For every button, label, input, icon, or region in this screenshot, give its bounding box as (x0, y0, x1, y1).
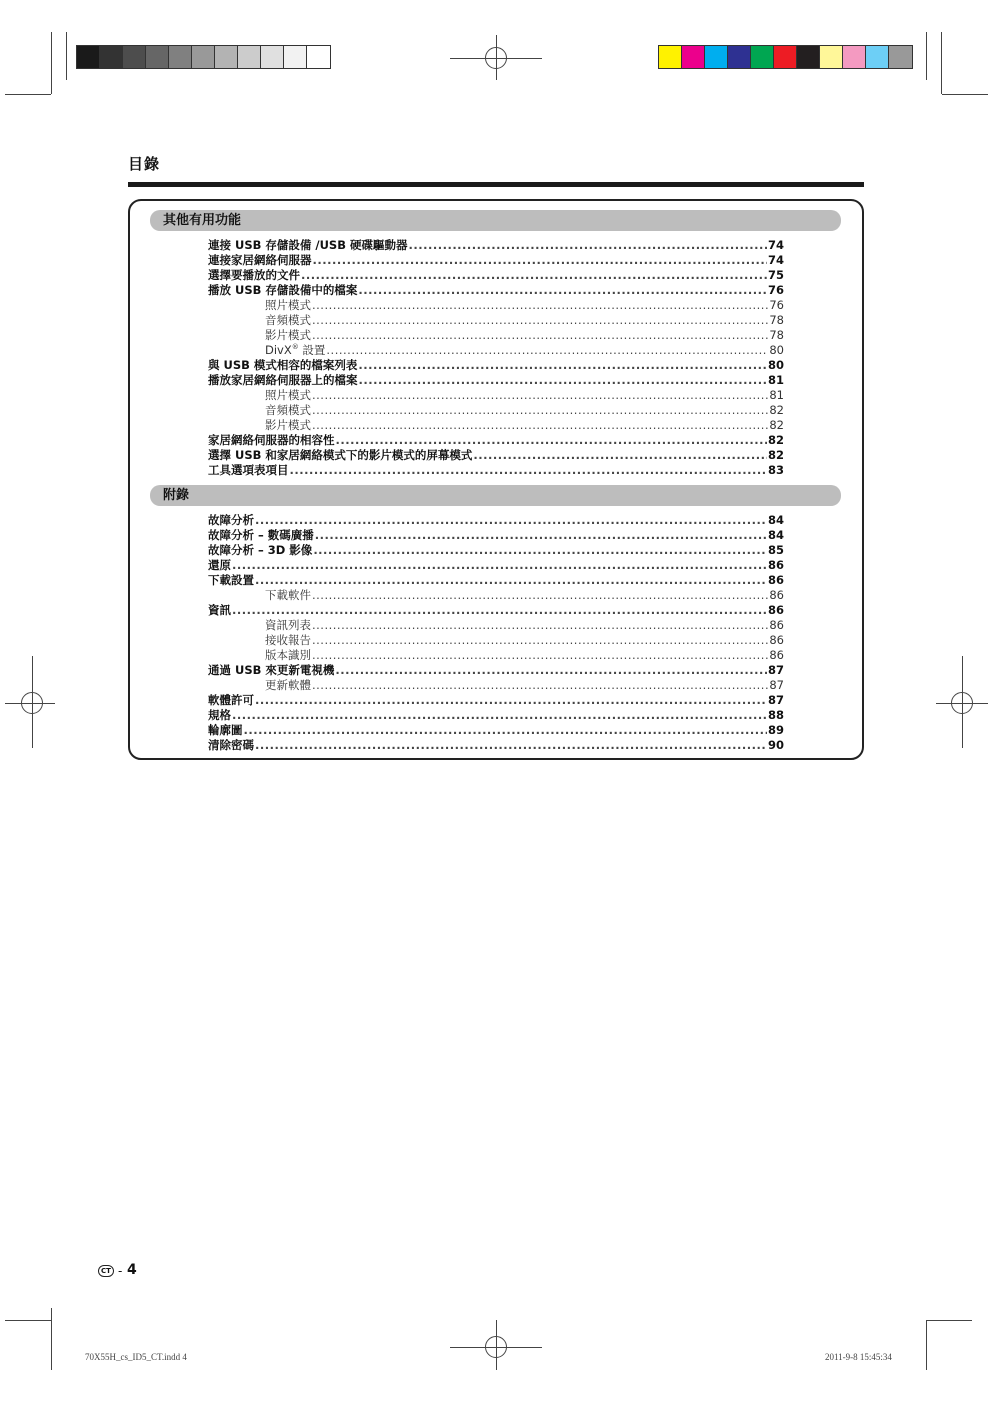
toc-entry-page: 86 (767, 603, 784, 617)
leader-dots (313, 253, 767, 268)
toc-entry-label: 影片模式 (265, 328, 311, 342)
toc-entry-label: 連接家居網絡伺服器 (208, 253, 312, 267)
gray-swatch (100, 46, 123, 68)
toc-entry-label: 資訊 (208, 603, 231, 617)
toc-entry-page: 84 (767, 528, 784, 542)
color-swatch (866, 46, 889, 68)
color-swatch (659, 46, 682, 68)
toc-entry-page: 84 (767, 513, 784, 527)
toc-entry[interactable] (208, 528, 784, 543)
toc-entry-label: 家居網絡伺服器的相容性 (208, 433, 335, 447)
leader-dots (301, 268, 767, 283)
toc-entry-page: 88 (767, 708, 784, 722)
toc-entry[interactable] (208, 663, 784, 678)
toc-entry-label: 版本識別 (265, 648, 311, 662)
color-swatch (843, 46, 866, 68)
leader-dots (255, 693, 767, 708)
toc-entry-page: 75 (767, 268, 784, 282)
toc-entry-page: 90 (767, 738, 784, 752)
toc-entry[interactable] (208, 268, 784, 283)
toc-entry-label: 選擇 USB 和家居網絡模式下的影片模式的屏幕模式 (208, 448, 473, 462)
toc-entry-label: 音頻模式 (265, 313, 311, 327)
toc-entry[interactable] (208, 723, 784, 738)
gray-swatch (215, 46, 238, 68)
color-swatch (820, 46, 843, 68)
leader-dots (244, 723, 767, 738)
leader-dots (335, 663, 767, 678)
toc-entry-label: 資訊列表 (265, 618, 311, 632)
leader-dots (255, 573, 767, 588)
leader-dots (409, 238, 767, 253)
leader-dots (312, 418, 768, 433)
leader-dots (312, 588, 768, 603)
leader-dots (326, 343, 768, 358)
color-swatch (889, 46, 912, 68)
gray-swatch (307, 46, 330, 68)
toc-entry[interactable] (208, 463, 784, 478)
toc-entry-page: 86 (767, 558, 784, 572)
toc-entry-label: 照片模式 (265, 388, 311, 402)
toc-entry[interactable] (265, 648, 784, 663)
toc-entry-label: 選擇要播放的文件 (208, 268, 300, 282)
crop-mark (5, 94, 51, 95)
crop-mark (66, 32, 67, 80)
gray-swatch (261, 46, 284, 68)
leader-dots (336, 433, 767, 448)
toc-entry-page: 74 (767, 253, 784, 267)
toc-entry-page: 80 (769, 343, 784, 357)
toc-entry-page: 81 (767, 373, 784, 387)
toc-entry-label: 故障分析 – 數碼廣播 (208, 528, 314, 542)
toc-entry[interactable] (208, 448, 784, 463)
toc-entry-page: 74 (767, 238, 784, 252)
toc-entry[interactable] (208, 603, 784, 618)
color-swatch (705, 46, 728, 68)
leader-dots (312, 313, 768, 328)
toc-entry-label: 清除密碼 (208, 738, 254, 752)
toc-entry[interactable] (208, 513, 784, 528)
toc-entry-label: DivX® 設置 (265, 343, 326, 357)
toc-entry-label: 輪廓圖 (208, 723, 243, 737)
section-heading-other-features: 其他有用功能 (150, 210, 841, 231)
toc-entry[interactable] (208, 693, 784, 708)
toc-entry[interactable] (208, 543, 784, 558)
crop-mark (941, 32, 942, 94)
color-swatch (728, 46, 751, 68)
gray-swatch (192, 46, 215, 68)
toc-entry-label: 故障分析 (208, 513, 254, 527)
toc-entry[interactable] (265, 678, 784, 693)
crop-mark (51, 32, 52, 94)
toc-entry-label: 更新軟體 (265, 678, 311, 692)
toc-entry-label: 規格 (208, 708, 231, 722)
toc-entry[interactable] (208, 573, 784, 588)
toc-entry-label: 與 USB 模式相容的檔案列表 (208, 358, 358, 372)
toc-entry-page: 80 (767, 358, 784, 372)
page-number: 4 (127, 1262, 137, 1278)
toc-entry-label: 連接 USB 存儲設備 /USB 硬碟驅動器 (208, 238, 408, 252)
section-heading-appendix: 附錄 (150, 485, 841, 506)
toc-entry[interactable] (208, 558, 784, 573)
toc-entry-page: 78 (769, 328, 784, 342)
page-number-separator: - (118, 1264, 123, 1278)
leader-dots (473, 448, 767, 463)
toc-entry-label: 還原 (208, 558, 231, 572)
toc-entry-page: 82 (769, 403, 784, 417)
toc-entry[interactable] (208, 358, 784, 373)
toc-entry-label: 接收報告 (265, 633, 311, 647)
toc-entry-page: 87 (769, 678, 784, 692)
grayscale-calibration-bar (76, 45, 331, 69)
leader-dots (232, 708, 767, 723)
toc-entry[interactable] (208, 738, 784, 753)
toc-entry-label: 播放家居網絡伺服器上的檔案 (208, 373, 358, 387)
toc-entry-label: 軟體許可 (208, 693, 254, 707)
title-rule (128, 182, 864, 187)
toc-entry[interactable] (265, 588, 784, 603)
crop-mark (51, 1308, 52, 1370)
toc-entry-page: 83 (767, 463, 784, 477)
leader-dots (312, 328, 768, 343)
toc-entry-page: 86 (769, 618, 784, 632)
toc-entry-page: 87 (767, 693, 784, 707)
toc-entry-page: 86 (769, 648, 784, 662)
toc-entry[interactable] (208, 433, 784, 448)
toc-entry[interactable] (208, 238, 784, 253)
toc-entry[interactable] (265, 618, 784, 633)
leader-dots (359, 373, 767, 388)
toc-entry-label: 播放 USB 存儲設備中的檔案 (208, 283, 358, 297)
leader-dots (313, 543, 767, 558)
leader-dots (290, 463, 767, 478)
crop-mark (926, 32, 927, 80)
gray-swatch (284, 46, 307, 68)
toc-entry-page: 86 (769, 588, 784, 602)
toc-entry-label: 工具選項表項目 (208, 463, 289, 477)
toc-entry[interactable] (265, 328, 784, 343)
leader-dots (232, 603, 767, 618)
leader-dots (312, 298, 768, 313)
toc-entry-label: 下載軟件 (265, 588, 311, 602)
color-swatch (751, 46, 774, 68)
toc-entry-page: 86 (769, 633, 784, 647)
toc-entry[interactable] (265, 343, 784, 358)
crop-mark (5, 1320, 51, 1321)
color-swatch (682, 46, 705, 68)
toc-entry-page: 82 (767, 448, 784, 462)
gray-swatch (238, 46, 261, 68)
toc-entry-page: 87 (767, 663, 784, 677)
toc-entry[interactable] (208, 373, 784, 388)
crop-mark (926, 1320, 972, 1321)
crop-mark (942, 94, 988, 95)
gray-swatch (77, 46, 100, 68)
print-slug-timestamp: 2011-9-8 15:45:34 (825, 1352, 892, 1362)
toc-entry-label: 通過 USB 來更新電視機 (208, 663, 335, 677)
toc-entry-label: 下載設置 (208, 573, 254, 587)
leader-dots (315, 528, 767, 543)
toc-entry-page: 85 (767, 543, 784, 557)
toc-entry-page: 89 (767, 723, 784, 737)
toc-entry[interactable] (265, 298, 784, 313)
color-calibration-bar (658, 45, 913, 69)
leader-dots (312, 388, 768, 403)
toc-entry[interactable] (208, 283, 784, 298)
toc-entry[interactable] (208, 253, 784, 268)
toc-entry[interactable] (208, 708, 784, 723)
toc-entry[interactable] (265, 388, 784, 403)
toc-entry-page: 82 (769, 418, 784, 432)
gray-swatch (169, 46, 192, 68)
toc-entry-page: 81 (769, 388, 784, 402)
leader-dots (312, 678, 768, 693)
toc-entry-label: 照片模式 (265, 298, 311, 312)
toc-entry-label: 影片模式 (265, 418, 311, 432)
leader-dots (312, 403, 768, 418)
toc-entry[interactable] (265, 403, 784, 418)
color-swatch (774, 46, 797, 68)
gray-swatch (123, 46, 146, 68)
toc-entry[interactable] (265, 633, 784, 648)
toc-entry-page: 82 (767, 433, 784, 447)
print-slug-filename: 70X55H_cs_ID5_CT.indd 4 (85, 1352, 187, 1362)
toc-entry-page: 76 (767, 283, 784, 297)
leader-dots (255, 738, 767, 753)
leader-dots (358, 283, 767, 298)
leader-dots (312, 633, 768, 648)
leader-dots (312, 618, 768, 633)
leader-dots (312, 648, 768, 663)
crop-mark (926, 1320, 927, 1370)
toc-entry-page: 86 (767, 573, 784, 587)
gray-swatch (146, 46, 169, 68)
toc-entry-page: 76 (769, 298, 784, 312)
leader-dots (358, 358, 767, 373)
region-badge: CT (98, 1265, 114, 1277)
toc-entry-page: 78 (769, 313, 784, 327)
page-title: 目錄 (128, 155, 161, 173)
color-swatch (797, 46, 820, 68)
toc-entry[interactable] (265, 313, 784, 328)
toc-entry[interactable] (265, 418, 784, 433)
toc-entry-label: 音頻模式 (265, 403, 311, 417)
leader-dots (232, 558, 767, 573)
toc-entry-label: 故障分析 – 3D 影像 (208, 543, 313, 557)
leader-dots (255, 513, 767, 528)
